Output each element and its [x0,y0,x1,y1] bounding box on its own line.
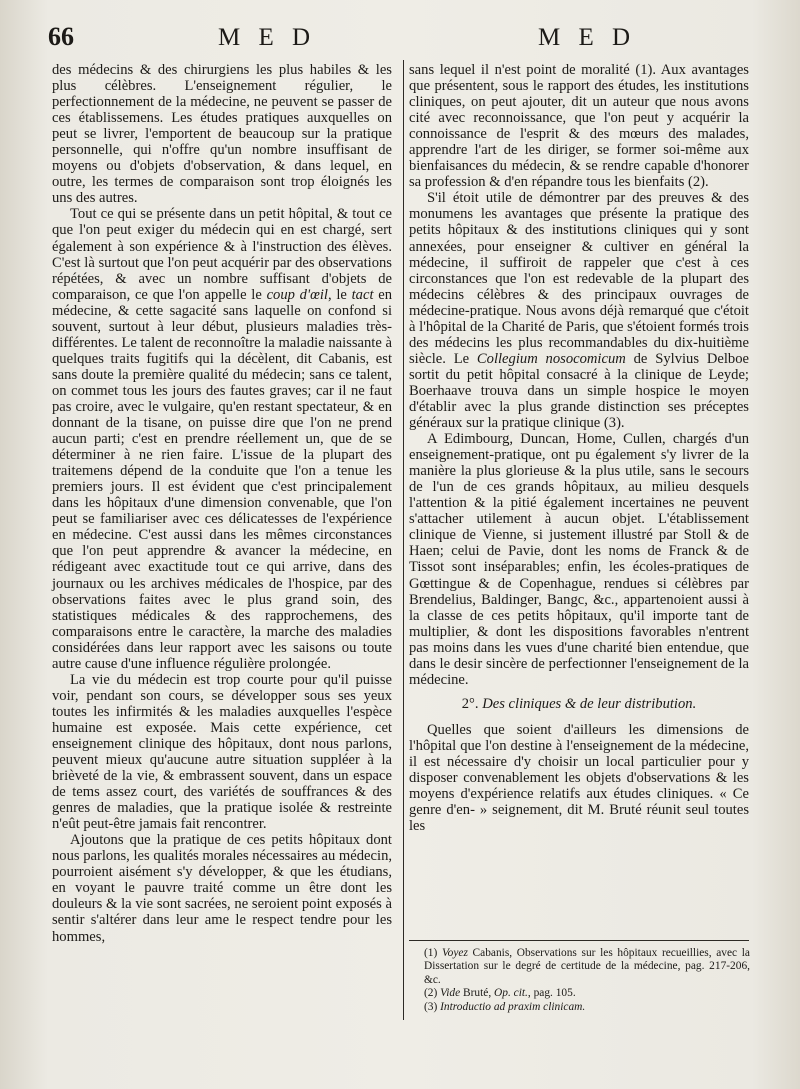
left-column-paragraph [52,62,392,206]
footnote-text: Bruté, [460,987,495,1000]
section-heading-number: 2°. [461,695,479,712]
paragraph-text: en médecine, & cette sagacité sans laquelle on confond si souvent, surtout à leur début, plusieurs maladies très-différentes. Le talent de reconnoître la maladie naissante à quelques traits fugitifs qui la décèlent, dit Cabanis, est sans doute la première qualité du médecin; sans ce talent, on commet tous les jours des fautes graves; car il ne faut pas croire, avec le vulgaire, qu'en restant spectateur, & en donnant de la tisane, on puisse dire que l'on ne prend aucun parti; c'est en prendre réellement un, que de se déterminer à ne rien faire. L'issue de la plupart des traitemens dépend de la conduite que l'on a tenue les premiers jours. Il est évident que c'est principalement dans les hôpitaux d'une dimension convenable, que l'on peut se familiariser avec ces délicatesses de l'expérience en médecine. C'est aussi dans les mêmes circonstances que l'on peut apprendre & avancer la médecine, en rédigeant avec exactitude tout ce qui arrive, dans des journaux ou les archives médicales de l'hospice, par des observations faites avec le plus grand soin, des statistiques médicales & des rapprochemens, des comparaisons entre le caractère, la marche des maladies considérées dans leur rapport avec les saisons ou toute autre cause d'une influence régulière prolongée. [52,286,393,672]
paragraph-text: Quelles que soient d'ailleurs les dimensions de l'hôpital que l'on destine à l'enseignement de la médecine, il est nécessaire d'y choisir un local particulier pour y disposer convenablement les objets d'observations & les moyens d'expérience relatifs aux études cliniques. « Ce genre d'en- » seignement, dit M. Bruté réunit seul toutes les [409,721,749,835]
footnote [412,947,750,987]
section-heading [409,696,749,712]
footnote-text: (2) [424,987,441,1000]
paragraph-text: de Sylvius Delboe sortit du petit hôpital consacré à la clinique de Leyde; Boerhaave trouva dans un simple hospice le moyen d'établir avec la plus grande distinction ses préceptes généraux sur la pratique clinique (3). [409,350,749,432]
running-head-right: M E D [538,24,637,51]
right-column-paragraph [409,431,749,688]
right-column-paragraphs-after-heading [409,722,749,834]
footnote-rule [409,940,749,941]
italic-text: Collegium nosocomicum [476,350,626,367]
footnote-italic-text: Introductio ad praxim clinicam. [440,1000,586,1013]
paragraph-text: La vie du médecin est trop courte pour qu'il puisse voir, pendant son cours, se développer sous ses yeux toutes les infirmités & les maladies auxquelles l'espèce humaine est exposée. Mais cette expérience, cet enseignement clinique des hôpitaux, dont nous parlons, peuvent mieux qu'aucune autre situation suppléer à la brièveté de la vie, & embrassent souvent, dans un espace de tems assez court, des variétés de souffrances & des genres de maladies, que la pratique isolée & restreinte n'eût peut-être jamais fait rencontrer. [52,671,392,833]
footnote-text: Cabanis, Observations sur les hôpitaux recueillies, avec la Dissertation sur le degré de certitude de la médecine, pag. 217-206, &c. [424,947,750,986]
page-header [40,18,760,58]
paragraph-text: , le [327,286,352,303]
footnote [412,1001,750,1014]
page-number: 66 [48,22,74,51]
paragraph-text: S'il étoit utile de démontrer par des preuves & des monumens les avantages que présente la pratique des petits hôpitaux & des institutions cliniques qui y sont annexées, pour enseigner & cultiver en général la médecine, il suffiroit de rappeler que c'est à ces circonstances que l'on est redevable de la plupart des médecins célèbres & des principaux ouvrages de médecine-pratique. Nous avons déjà remarqué que c'étoit à l'hôpital de la Charité de Paris, que s'étoient formés trois des médecins les plus recommandables du dix-huitième siècle. Le [409,190,749,367]
footnote [412,987,750,1000]
left-column-paragraph [52,832,392,944]
left-column-paragraph [52,672,392,832]
left-column [52,62,392,945]
paragraph-text: des médecins & des chirurgiens les plus habiles & les plus célèbres. L'enseignement régulier, le perfectionnement de la médecine, ne peuvent se passer de ces établissemens. Les études pratiques auxquelles on peut se livrer, l'emportent de beaucoup sur la pratique personnelle, qui n'offre qu'un nombre insuffisant de moyens ou d'objets d'observation, & dans lequel, en outre, les termes de comparaison sont trop éloignés les uns des autres. [52,62,392,207]
footnotes [412,947,750,1014]
paragraph-text: A Edimbourg, Duncan, Home, Cullen, chargés d'un enseignement-pratique, ont pu également s'y livrer de la manière la plus glorieuse & la plus utile, sans le secours de l'un de ces grands hôpitaux, au milieu desquels l'attention & la pitié également incertaines ne peuvent s'attacher utilement à aucun objet. L'établissement clinique de Vienne, si justement illustré par Stoll & de Haen; celui de Pavie, dont les noms de Franck & de Tissot sont inséparables; enfin, les écoles-pratiques de Gœttingue & de Copenhague, rendues si célèbres par Brendelius, Baldinger, Bangc, &c., appartenoient aussi à la classe de ces petits hôpitaux, qu'il importe tant de multiplier, & dont les dispositions favorables n'entrent pas moins dans les vues d'une charité bien entendue, que dans le desir sincère de perfectionner l'enseignement de la médecine. [409,431,749,688]
right-column-paragraphs-before-heading [409,62,749,688]
italic-text: coup d'œil [266,286,328,303]
column-divider [403,60,404,1020]
right-column-paragraph [409,62,749,190]
right-column-paragraph [409,722,749,834]
footnote-italic-text: Op. cit. [494,987,528,1000]
right-column-paragraph [409,190,749,431]
paragraph-text: Tout ce qui se présente dans un petit hôpital, & tout ce que l'on peut exiger du médecin qui en est chargé, sert également à son expérience & à l'instruction des élèves. C'est là surtout que l'on peut acquérir par des observations répétées, & avec un nombre suffisant d'objets de comparaison, ce que l'on appelle le [52,206,392,303]
footnote-italic-text: Vide [440,987,461,1000]
footnote-text: (3) [424,1000,441,1013]
running-head-left: M E D [218,24,317,51]
left-column-paragraph [52,206,392,671]
italic-text: tact [351,286,374,303]
paragraph-text: sans lequel il n'est point de moralité (1). Aux avantages que présentent, sous le rapport des études, les institutions cliniques, on peut ajouter, dit un auteur que nous avons cité avec reconnoissance, que l'on peut y acquérir la connoissance de l'esprit & des mœurs des malades, apprendre l'art de les diriger, se former soi-même aux bienfaisances du médecin, & se rendre capable d'honorer sa profession & d'en répandre tous les bienfaits (2). [409,62,749,191]
footnote-text: , pag. 105. [527,987,576,1000]
right-column [409,62,749,834]
paragraph-text: Ajoutons que la pratique de ces petits hôpitaux dont nous parlons, les qualités morales nécessaires au médecin, pourroient aisément s'y développer, & que les étudians, en voyant le pauvre traité comme un être dont les douleurs & la vie sont sacrées, ne seroient point exposés à sentir s'altérer dans leur ame le respect tendre pour les hommes, [52,832,393,945]
footnote-italic-text: Voyez [441,947,468,959]
section-heading-title: Des cliniques & de leur distribution. [482,695,697,712]
footnote-text: (1) [424,947,442,959]
